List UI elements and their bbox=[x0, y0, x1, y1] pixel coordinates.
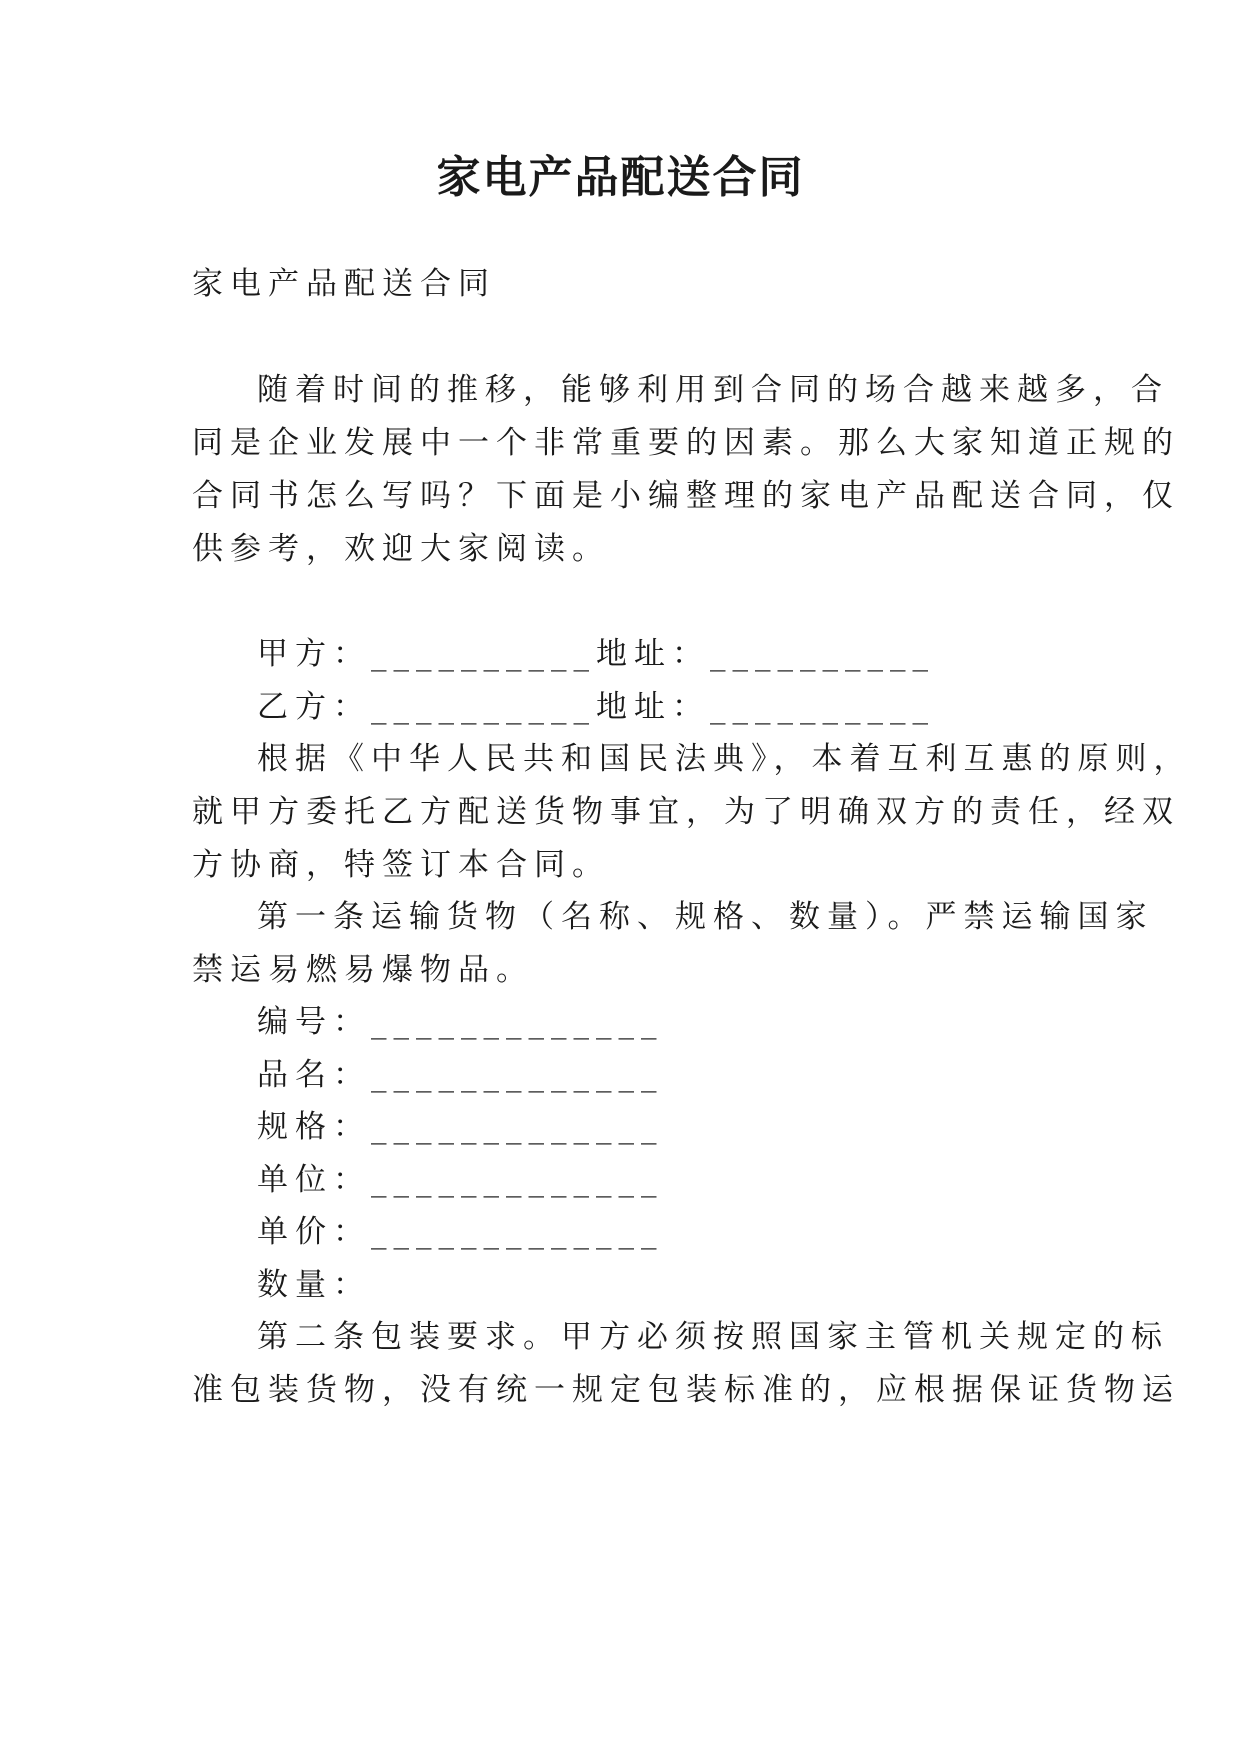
document-subtitle: 家电产品配送合同 bbox=[192, 266, 496, 302]
intro-line: 随着时间的推移，能够利用到合同的场合越来越多，合 bbox=[257, 372, 1169, 408]
article-2-line: 准包装货物，没有统一规定包装标准的，应根据保证货物运 bbox=[192, 1372, 1180, 1408]
article-1-line: 第一条运输货物（名称、规格、数量）。严禁运输国家 bbox=[257, 899, 1154, 935]
field-unit: 单位：_____________ bbox=[257, 1162, 664, 1198]
document-title: 家电产品配送合同 bbox=[436, 152, 805, 203]
field-unit-price: 单价：_____________ bbox=[257, 1214, 664, 1250]
intro-line: 合同书怎么写吗？下面是小编整理的家电产品配送合同，仅 bbox=[192, 478, 1180, 514]
article-2-line: 第二条包装要求。甲方必须按照国家主管机关规定的标 bbox=[257, 1319, 1169, 1355]
basis-line: 就甲方委托乙方配送货物事宜，为了明确双方的责任，经双 bbox=[192, 794, 1180, 830]
field-quantity: 数量： bbox=[257, 1267, 371, 1303]
intro-line: 同是企业发展中一个非常重要的因素。那么大家知道正规的 bbox=[192, 425, 1180, 461]
field-product-name: 品名：_____________ bbox=[257, 1057, 664, 1093]
basis-line: 方协商，特签订本合同。 bbox=[192, 847, 610, 883]
field-specification: 规格：_____________ bbox=[257, 1109, 664, 1145]
article-1-line: 禁运易燃易爆物品。 bbox=[192, 952, 534, 988]
party-b-line: 乙方：__________地址：__________ bbox=[257, 689, 935, 725]
party-a-line: 甲方：__________地址：__________ bbox=[257, 636, 935, 672]
field-number: 编号：_____________ bbox=[257, 1004, 664, 1040]
basis-line: 根据《中华人民共和国民法典》，本着互利互惠的原则， bbox=[257, 741, 1192, 777]
intro-line: 供参考，欢迎大家阅读。 bbox=[192, 531, 610, 567]
